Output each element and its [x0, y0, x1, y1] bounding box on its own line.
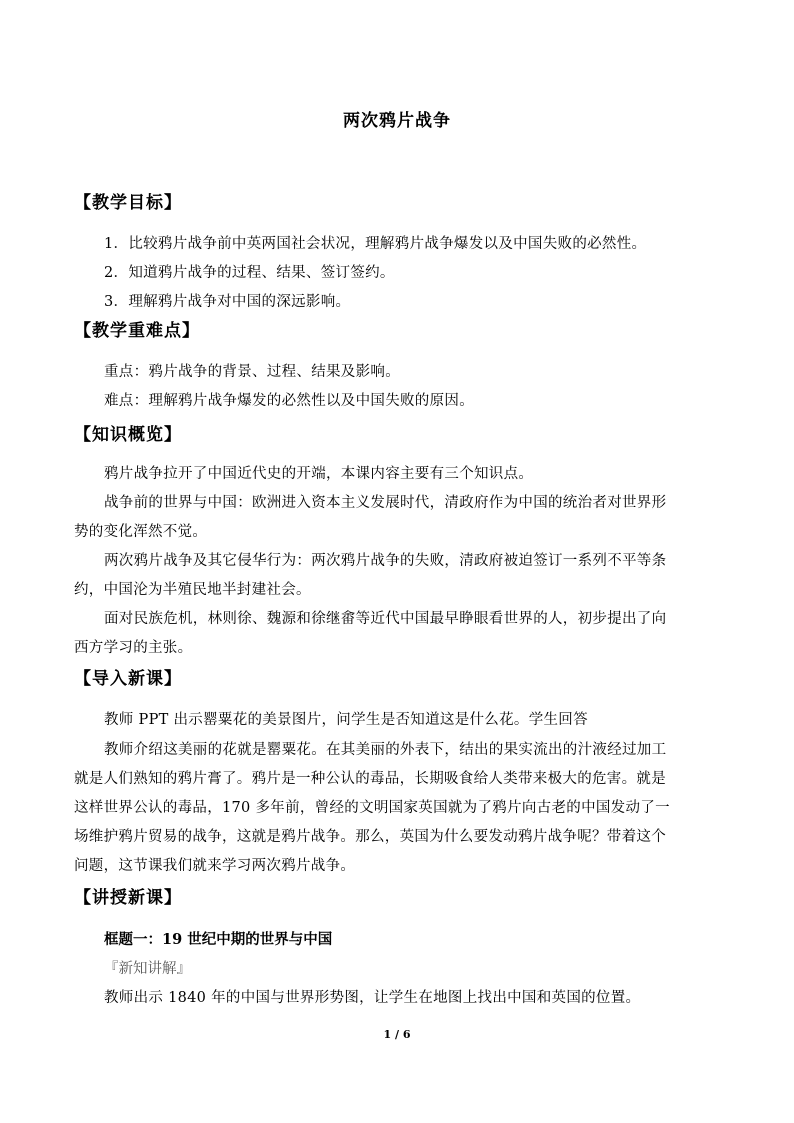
objective-item: 2．知道鸦片战争的过程、结果、签订签约。	[104, 265, 395, 281]
intro-line: 场维护鸦片贸易的战争，这就是鸦片战争。那么，英国为什么要发动鸦片战争呢？带着这个	[74, 829, 666, 845]
section-heading-intro: 【导入新课】	[74, 669, 182, 689]
overview-line: 面对民族危机，林则徐、魏源和徐继畬等近代中国最早睁眼看世界的人，初步提出了向	[104, 611, 667, 627]
key-point-item: 难点：理解鸦片战争爆发的必然性以及中国失败的原因。	[104, 393, 474, 409]
intro-line: 问题，这节课我们就来学习两次鸦片战争。	[74, 858, 356, 874]
intro-line: 这样世界公认的毒品，170 多年前，曾经的文明国家英国就为了鸦片向古老的中国发动了一	[74, 800, 670, 816]
key-point-item: 重点：鸦片战争的背景、过程、结果及影响。	[104, 364, 400, 380]
overview-line: 西方学习的主张。	[74, 640, 193, 656]
objective-item: 3．理解鸦片战争对中国的深远影响。	[104, 294, 351, 310]
new-knowledge-note: 『新知讲解』	[104, 961, 191, 977]
page-number: 1 / 6	[383, 1028, 411, 1041]
overview-line: 鸦片战争拉开了中国近代史的开端，本课内容主要有三个知识点。	[104, 466, 534, 482]
intro-line: 教师介绍这美丽的花就是罂粟花。在其美丽的外表下，结出的果实流出的汁液经过加工	[104, 742, 667, 758]
section-heading-new-lesson: 【讲授新课】	[74, 888, 182, 908]
overview-line: 势的变化浑然不觉。	[74, 524, 208, 540]
intro-line: 就是人们熟知的鸦片膏了。鸦片是一种公认的毒品，长期吸食给人类带来极大的危害。就是	[74, 771, 666, 787]
new-lesson-line: 教师出示 1840 年的中国与世界形势图，让学生在地图上找出中国和英国的位置。	[104, 990, 641, 1006]
overview-line: 约，中国沦为半殖民地半封建社会。	[74, 582, 311, 598]
document-title: 两次鸦片战争	[343, 111, 451, 131]
objective-item: 1．比较鸦片战争前中英两国社会状况，理解鸦片战争爆发以及中国失败的必然性。	[104, 236, 647, 252]
section-heading-key-points: 【教学重难点】	[74, 321, 200, 341]
overview-line: 两次鸦片战争及其它侵华行为：两次鸦片战争的失败，清政府被迫签订一系列不平等条	[104, 553, 667, 569]
topic-subheading: 框题一：19 世纪中期的世界与中国	[104, 931, 333, 948]
intro-line: 教师 PPT 出示罂粟花的美景图片，问学生是否知道这是什么花。学生回答	[104, 712, 588, 728]
section-heading-objectives: 【教学目标】	[74, 193, 182, 213]
overview-line: 战争前的世界与中国：欧洲进入资本主义发展时代，清政府作为中国的统治者对世界形	[104, 495, 667, 511]
section-heading-overview: 【知识概览】	[74, 425, 182, 445]
